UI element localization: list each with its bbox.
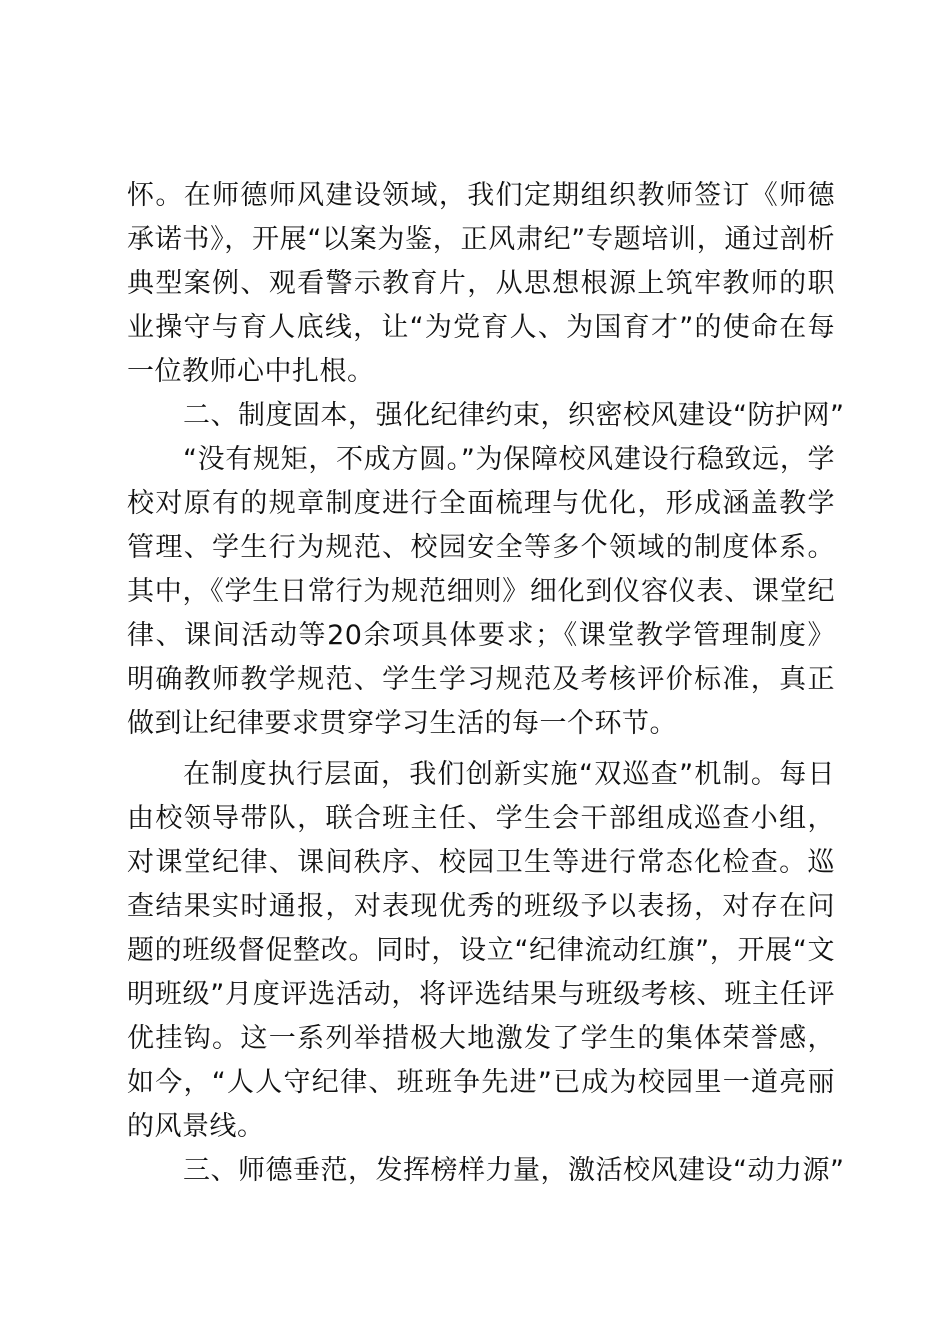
section-heading-2: 二、制度固本，强化纪律约束，织密校风建设“防护网” xyxy=(183,400,845,431)
document-body xyxy=(127,174,845,1193)
section-heading-3: 三、师德垂范，发挥榜样力量，激活校风建设“动力源” xyxy=(183,1155,845,1186)
paragraph-rules-system: “没有规矩，不成方圆。”为保障校风建设行稳致远，学校对原有的规章制度进行全面梳理与优化，形成涵盖教学管理、学生行为规范、校园安全等多个领域的制度体系。其中，《学生日常行为规范细则》细化到仪容仪表、课堂纪律、课间活动等20余项具体要求；《课堂教学管理制度》明确教师教学规范、学生学习规范及考核评价标准，真正做到让纪律要求贯穿学习生活的每一个环节。 xyxy=(127,444,835,739)
paragraph-double-inspection: 在制度执行层面，我们创新实施“双巡查”机制。每日由校领导带队，联合班主任、学生会干部组成巡查小组，对课堂纪律、课间秩序、校园卫生等进行常态化检查。巡查结果实时通报，对表现优秀的班级予以表扬，对存在问题的班级督促整改。同时，设立“纪律流动红旗”，开展“文明班级”月度评选活动，将评选结果与班级考核、班主任评优挂钩。这一系列举措极大地激发了学生的集体荣誉感，如今，“人人守纪律、班班争先进”已成为校园里一道亮丽的风景线。 xyxy=(127,759,835,1142)
paragraph-teacher-ethics-continuation: 怀。在师德师风建设领域，我们定期组织教师签订《师德承诺书》，开展“以案为鉴，正风肃纪”专题培训，通过剖析典型案例、观看警示教育片，从思想根源上筑牢教师的职业操守与育人底线，让“为党育人、为国育才”的使命在每一位教师心中扎根。 xyxy=(127,180,835,387)
